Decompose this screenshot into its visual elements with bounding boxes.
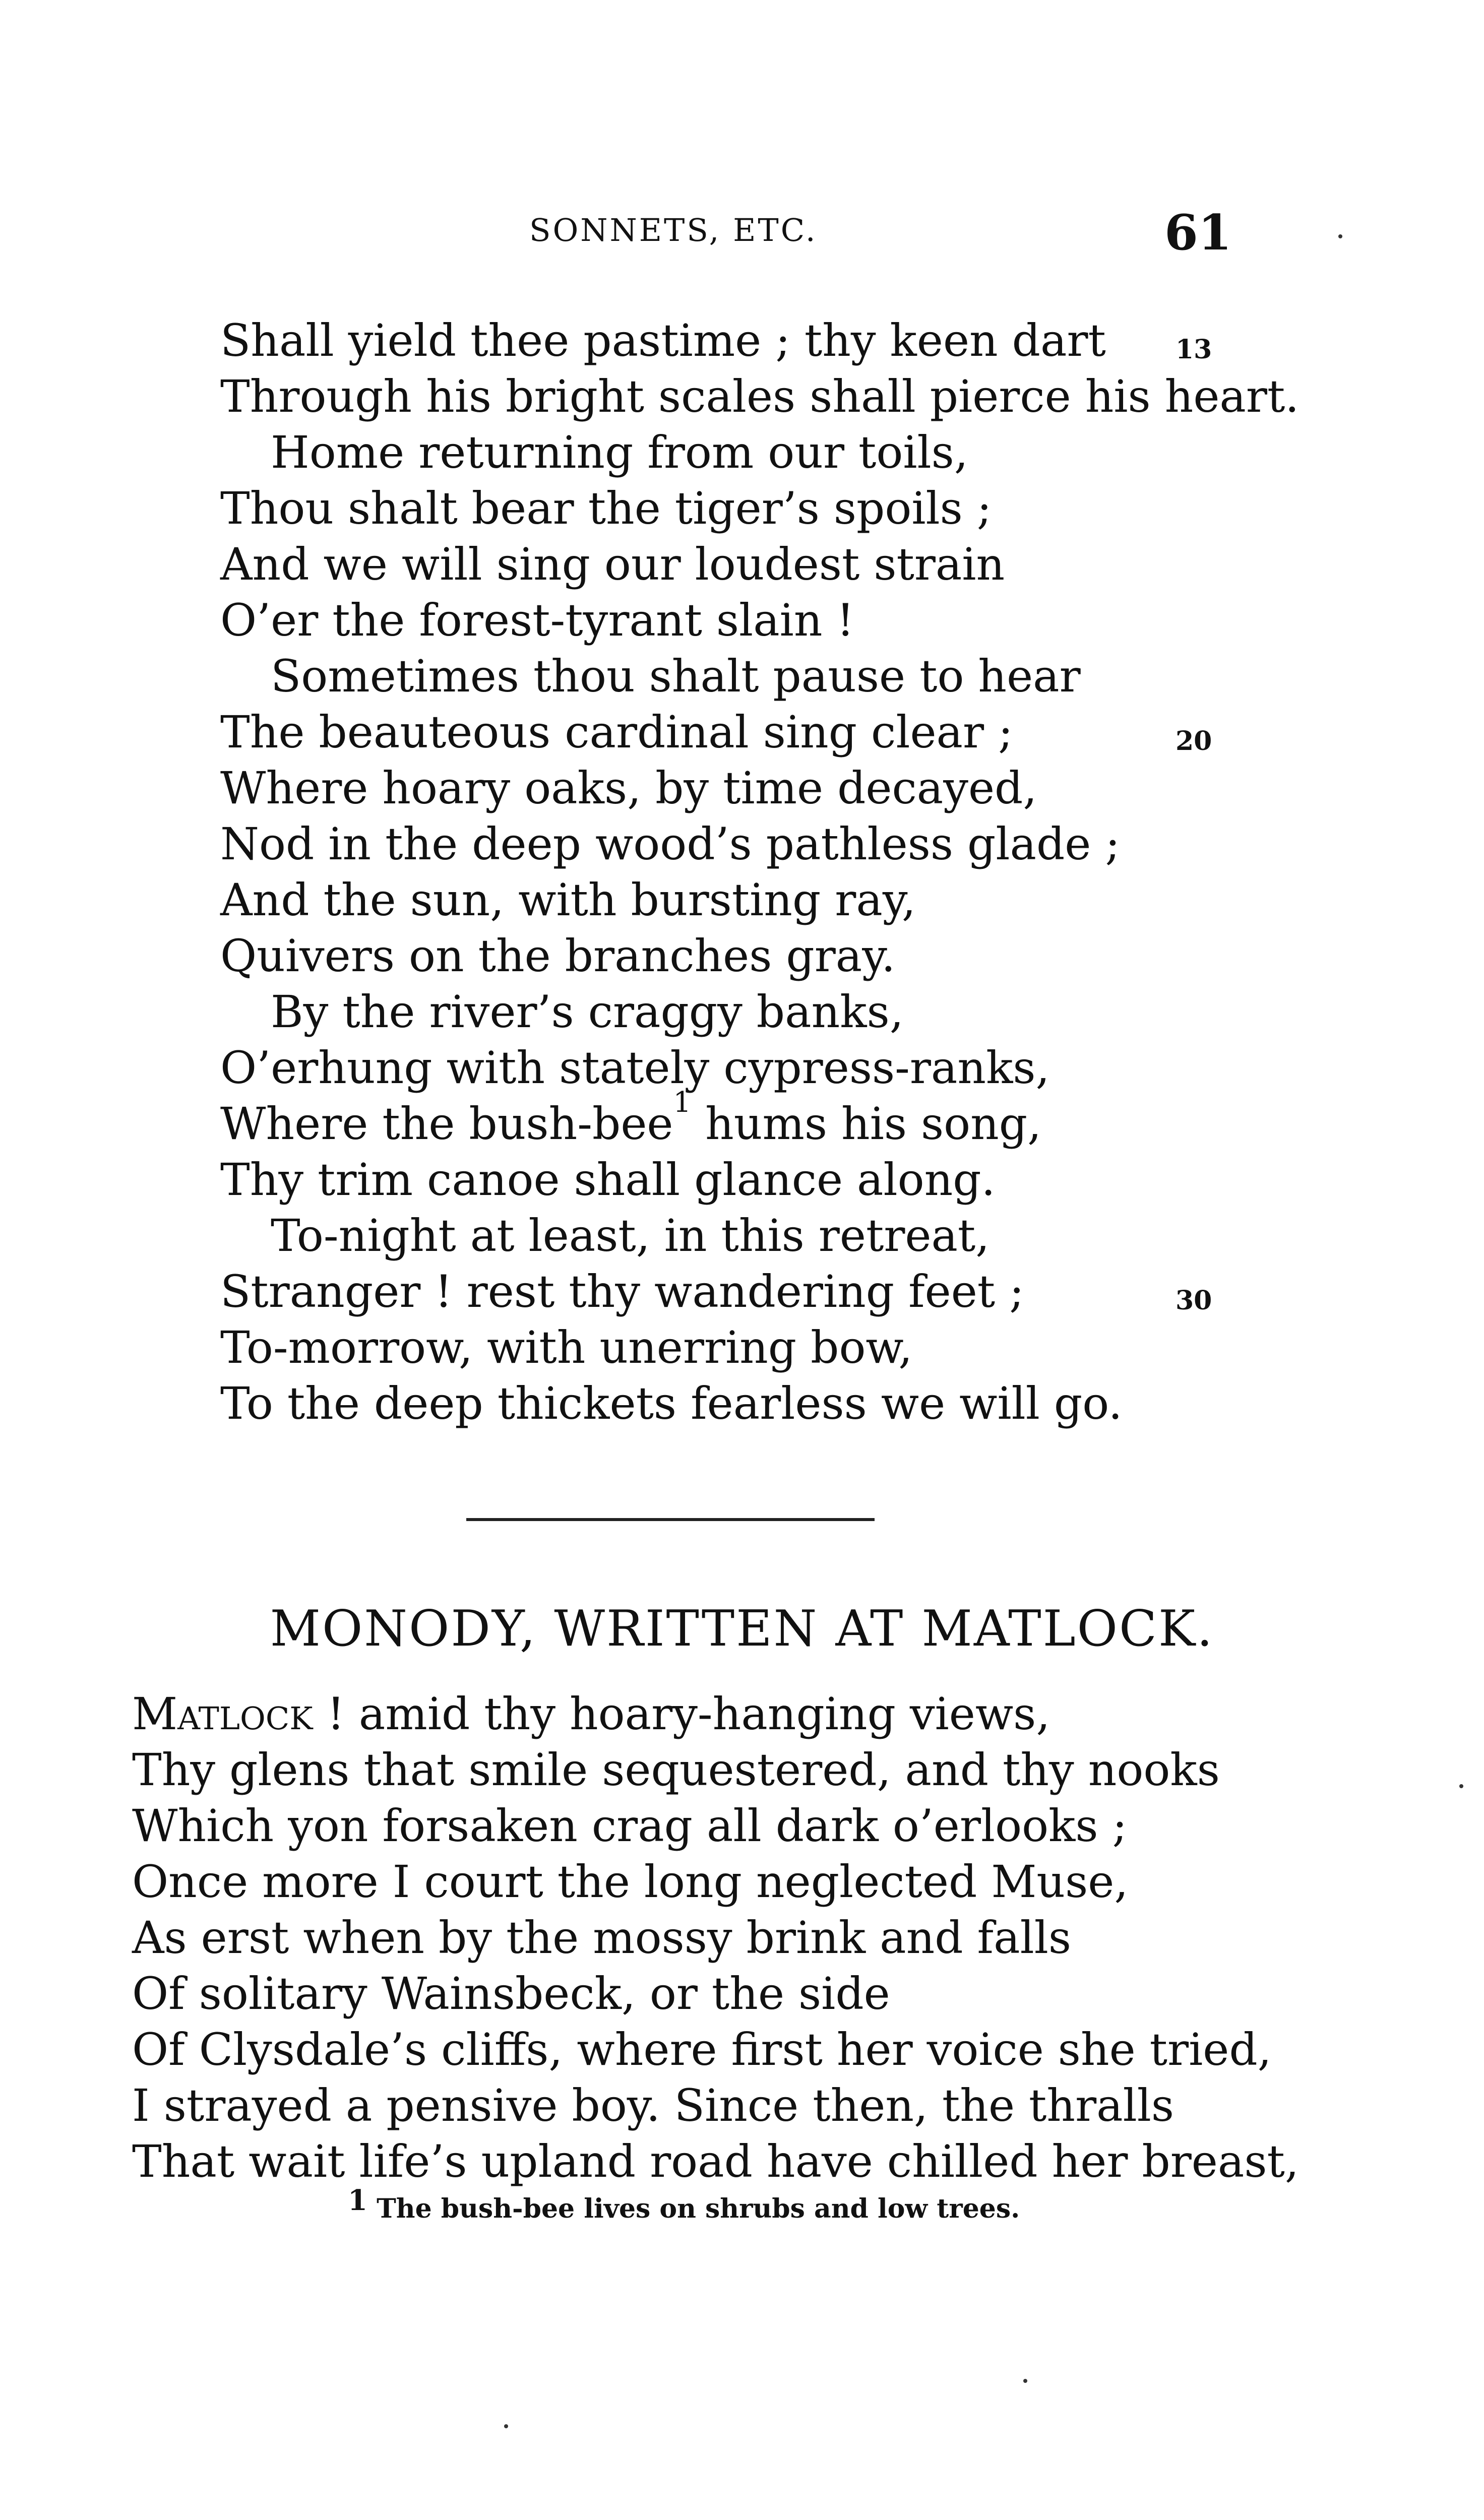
line-text: ! amid thy hoary-hanging views, (313, 1688, 1050, 1740)
line-text: Thy trim canoe shall glance along. (220, 1154, 996, 1206)
poem-line: Once more I court the long neglected Muse, (132, 1856, 1129, 1908)
poem-line (220, 312, 1228, 368)
poem-line: Which yon forsaken crag all dark o’erlooks ; (132, 1800, 1128, 1852)
line-text-after-mark: hums his song, (691, 1098, 1042, 1150)
poem-line (220, 872, 1228, 928)
line-text: To-morrow, with unerring bow, (220, 1321, 913, 1373)
line-text: Thou shalt bear the tiger’s spoils ; (220, 482, 992, 534)
poem-line: Thy glens that smile sequestered, and thy nooks (132, 1744, 1220, 1796)
poem-line: Of solitary Wainsbeck, or the side (132, 1968, 890, 2020)
line-text: Stranger ! rest thy wandering feet ; (220, 1266, 1024, 1317)
line-text: Through his bright scales shall pierce his heart. (220, 370, 1300, 422)
line-text: The beauteous cardinal sing clear ; (220, 706, 1013, 758)
poem-line (220, 928, 1228, 984)
poem-line (220, 480, 1228, 536)
poem-line (220, 1319, 1228, 1375)
line-text-before-mark: Where the bush-bee (220, 1098, 673, 1150)
line-text: To the deep thickets fearless we will go. (220, 1377, 1123, 1429)
paper-speck (1023, 2379, 1027, 2383)
footnote-text: The bush-bee lives on shrubs and low trees. (367, 2193, 1020, 2224)
poem-line (220, 592, 1228, 648)
poem-line (220, 368, 1300, 424)
poem-line (220, 1375, 1228, 1431)
paper-speck (1338, 234, 1342, 238)
poem-line (220, 1208, 1228, 1264)
poem-line: As erst when by the mossy brink and falls (132, 1912, 1072, 1964)
paper-speck (1459, 1784, 1463, 1788)
poem-line (220, 760, 1228, 816)
poem-line (220, 984, 1228, 1040)
monody-poem (132, 1686, 1299, 2189)
footnote (348, 2184, 1020, 2224)
poem-line: Of Clysdale’s cliffs, where first her voice she tried, (132, 2024, 1272, 2075)
section-divider (466, 1518, 875, 1521)
line-number: 13 (1176, 334, 1212, 365)
poem-line (220, 1152, 1228, 1208)
poem-line: That wait life’s upland road have chilled her breast, (132, 2135, 1299, 2187)
line-text: Home returning from our toils, (271, 426, 968, 478)
poem-line (220, 648, 1228, 704)
poem-line (220, 816, 1228, 872)
running-title: SONNETS, ETC. (529, 212, 818, 248)
poem-line (220, 704, 1228, 760)
poem-line (220, 536, 1228, 592)
poem-continuation (220, 312, 1300, 1431)
line-text: By the river’s craggy banks, (271, 986, 904, 1038)
line-text: Quivers on the branches gray. (220, 930, 896, 982)
line-text: O’er the forest-tyrant slain ! (220, 594, 854, 646)
poem-line (220, 424, 1228, 480)
poem-line (220, 1086, 1228, 1152)
poem-title: MONODY, WRITTEN AT MATLOCK. (270, 1600, 1214, 1658)
poem-line (132, 1686, 1299, 1742)
line-text: Sometimes thou shalt pause to hear (271, 650, 1081, 702)
line-text: And the sun, with bursting ray, (220, 874, 916, 926)
line-text: O’erhung with stately cypress-ranks, (220, 1042, 1050, 1094)
paper-speck (504, 2424, 508, 2428)
line-text: Nod in the deep wood’s pathless glade ; (220, 818, 1121, 870)
line-text (220, 1086, 1042, 1150)
page-number: 61 (1164, 204, 1232, 261)
footnote-mark: 1 (348, 2184, 367, 2217)
line-number: 30 (1176, 1285, 1212, 1316)
first-word: Matlock (132, 1688, 313, 1740)
poem-line: I strayed a pensive boy. Since then, the thralls (132, 2080, 1174, 2131)
line-text: To-night at least, in this retreat, (271, 1210, 990, 1262)
line-text: Where hoary oaks, by time decayed, (220, 762, 1037, 814)
line-text: And we will sing our loudest strain (220, 538, 1005, 590)
poem-line (220, 1264, 1228, 1319)
line-text: Shall yield thee pastime ; thy keen dart (220, 314, 1106, 366)
line-number: 20 (1176, 726, 1212, 757)
poem-line (220, 1040, 1228, 1096)
footnote-reference: 1 (673, 1086, 692, 1119)
